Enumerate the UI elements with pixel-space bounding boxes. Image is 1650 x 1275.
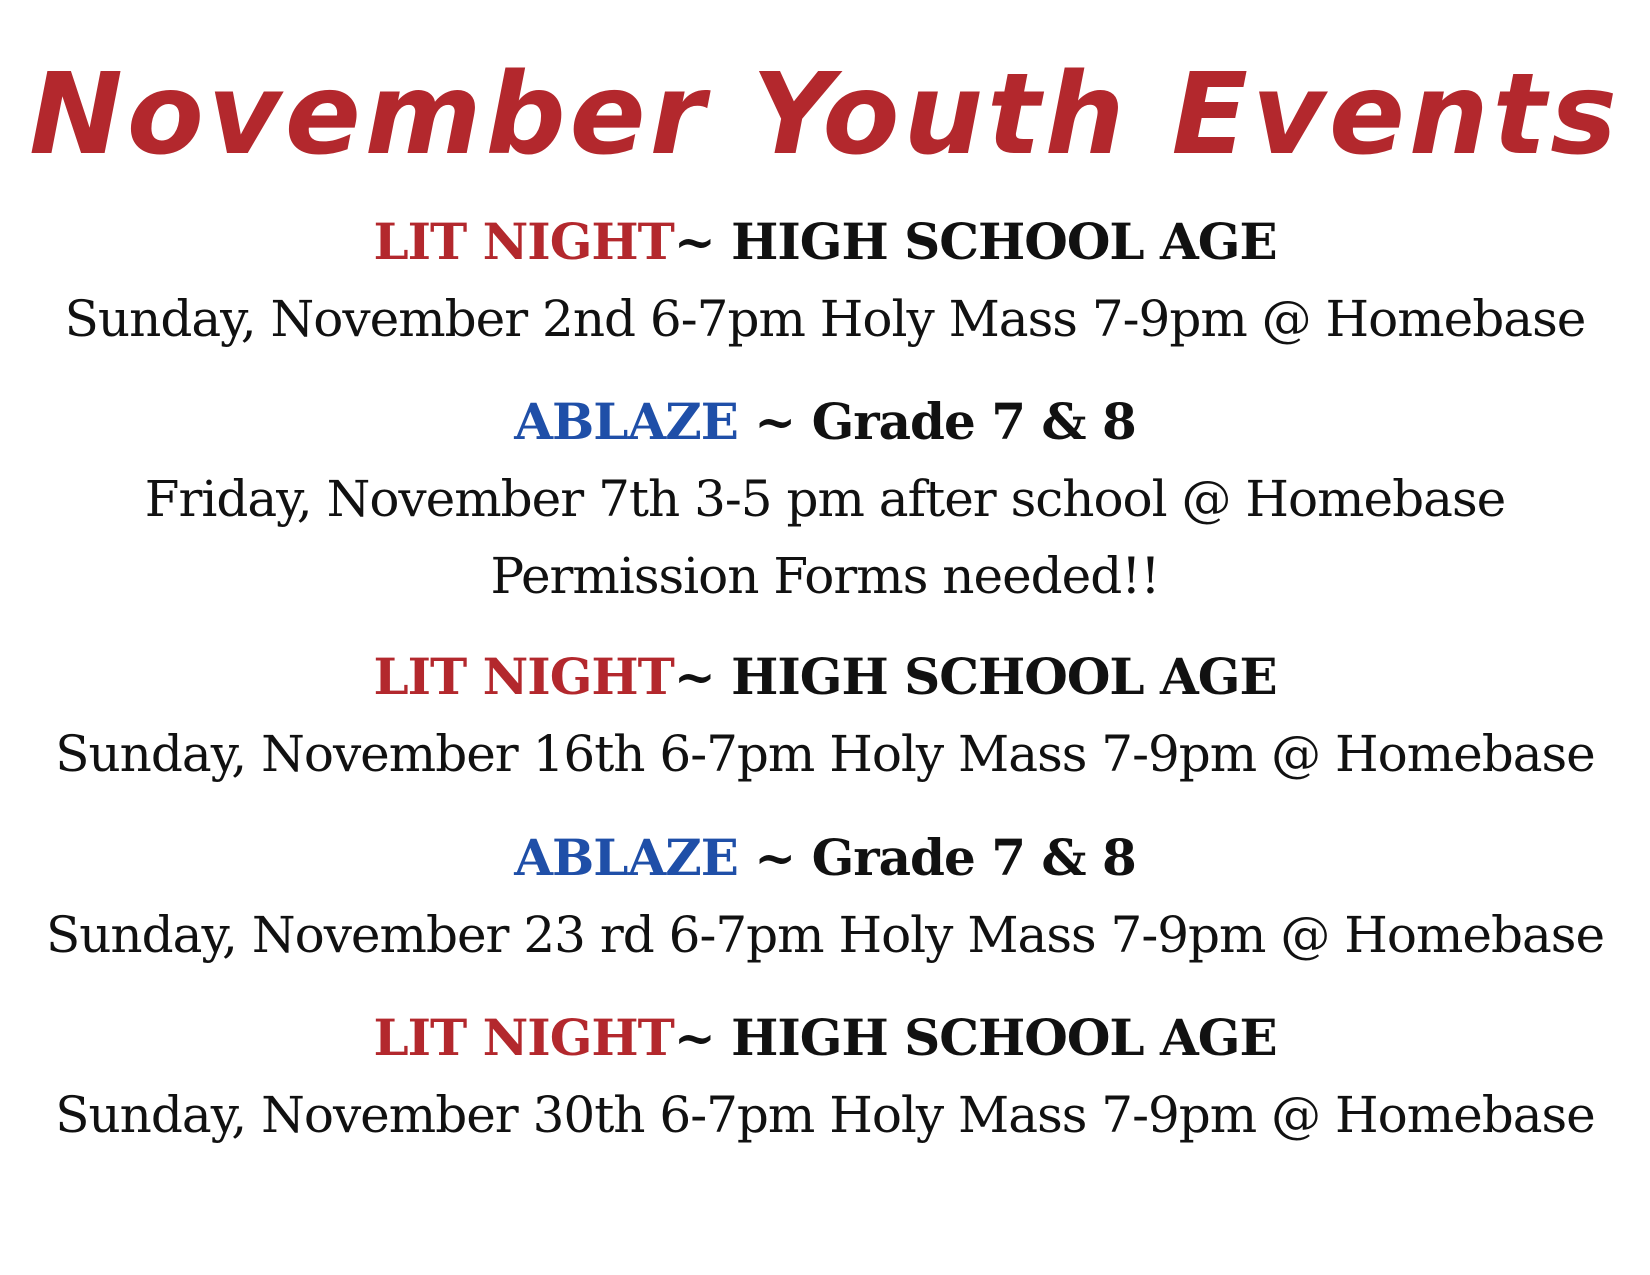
event-4-heading — [0, 828, 1650, 888]
event-5-separator: ~ — [673, 1008, 732, 1067]
event-2-detail: Friday, November 7th 3-5 pm after school @ Homebase — [144, 470, 1506, 528]
event-2-heading — [0, 392, 1650, 452]
page-title: November Youth Events — [29, 50, 1621, 180]
event-3-heading — [0, 647, 1650, 707]
event-5-heading — [0, 1008, 1650, 1068]
event-1-audience: HIGH SCHOOL AGE — [731, 212, 1277, 271]
event-3-name: LIT NIGHT — [373, 647, 674, 706]
event-5-name: LIT NIGHT — [373, 1008, 674, 1067]
event-4-detail: Sunday, November 23 rd 6-7pm Holy Mass 7-9pm @ Homebase — [45, 906, 1605, 964]
event-3-audience: HIGH SCHOOL AGE — [731, 647, 1277, 706]
event-4-separator: ~ — [737, 828, 812, 887]
event-5-detail: Sunday, November 30th 6-7pm Holy Mass 7-9pm @ Homebase — [55, 1086, 1595, 1144]
event-4-audience: Grade 7 & 8 — [811, 828, 1136, 887]
event-1-heading — [0, 212, 1650, 272]
event-4-name: ABLAZE — [514, 828, 738, 887]
event-1-name: LIT NIGHT — [373, 212, 674, 271]
event-2-audience: Grade 7 & 8 — [811, 392, 1136, 451]
event-3-detail: Sunday, November 16th 6-7pm Holy Mass 7-9pm @ Homebase — [55, 725, 1595, 783]
event-1-separator: ~ — [673, 212, 732, 271]
event-2-separator: ~ — [737, 392, 812, 451]
event-5-audience: HIGH SCHOOL AGE — [731, 1008, 1277, 1067]
event-2-name: ABLAZE — [514, 392, 738, 451]
event-3-separator: ~ — [673, 647, 732, 706]
event-1-detail: Sunday, November 2nd 6-7pm Holy Mass 7-9pm @ Homebase — [64, 290, 1586, 348]
event-2-note: Permission Forms needed!! — [490, 547, 1160, 605]
